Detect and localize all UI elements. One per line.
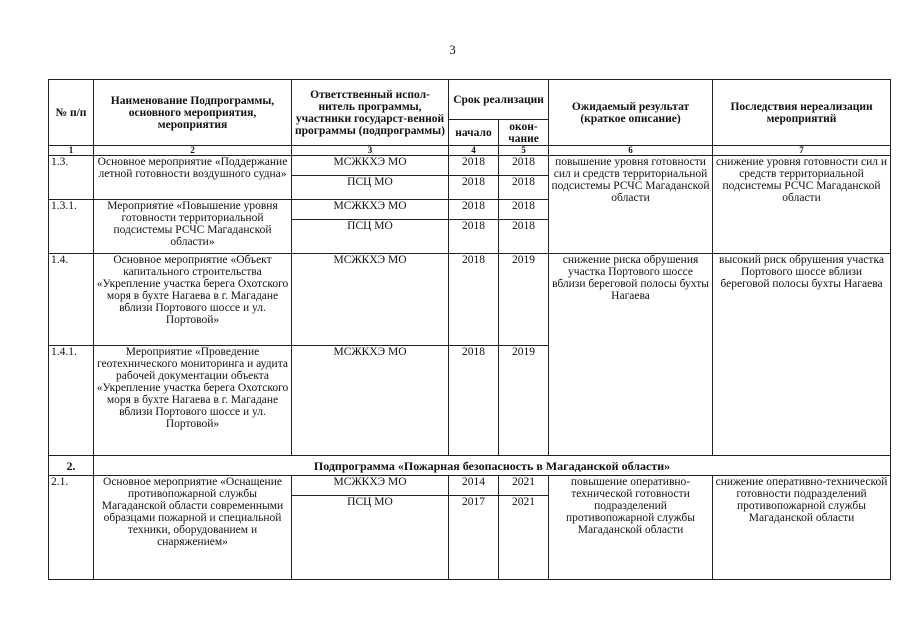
header-row — [49, 80, 891, 120]
row-start: 2018 — [449, 346, 499, 456]
expected-result: снижение риска обрушения участка Портового шоссе вблизи береговой полосы бухты Нагаева — [549, 254, 713, 456]
row-name: Основное мероприятие «Поддержание летной готовности воздушного судна» — [94, 156, 292, 200]
row-executor: ПСЦ МО — [292, 496, 449, 580]
row-end: 2018 — [499, 220, 549, 254]
col-number: 4 — [449, 146, 499, 156]
header-term: Срок реализации — [449, 80, 549, 120]
table-row — [49, 156, 891, 176]
row-start: 2018 — [449, 254, 499, 346]
row-executor: МСЖКХЭ МО — [292, 200, 449, 220]
non-implementation-consequence: высокий риск обрушения участка Портового шоссе вблизи береговой полосы бухты Нагаева — [713, 254, 891, 456]
row-number: 1.4.1. — [49, 346, 94, 456]
header-num: № п/п — [49, 80, 94, 146]
row-end: 2018 — [499, 200, 549, 220]
row-name: Мероприятие «Повышение уровня готовности территориальной подсистемы РСЧС Магаданской области» — [94, 200, 292, 254]
row-number: 1.3. — [49, 156, 94, 200]
row-end: 2019 — [499, 346, 549, 456]
row-end: 2019 — [499, 254, 549, 346]
row-start: 2018 — [449, 176, 499, 200]
row-executor: МСЖКХЭ МО — [292, 346, 449, 456]
col-number: 2 — [94, 146, 292, 156]
subprogram-title: Подпрограмма «Пожарная безопасность в Магаданской области» — [94, 456, 891, 476]
row-number: 1.3.1. — [49, 200, 94, 254]
column-numbers-row — [49, 146, 891, 156]
col-number: 3 — [292, 146, 449, 156]
row-executor: ПСЦ МО — [292, 176, 449, 200]
expected-result: повышение уровня готовности сил и средств территориальной подсистемы РСЧС Магаданской области — [549, 156, 713, 254]
row-start: 2018 — [449, 220, 499, 254]
col-number: 1 — [49, 146, 94, 156]
row-executor: МСЖКХЭ МО — [292, 476, 449, 496]
non-implementation-consequence: снижение уровня готовности сил и средств территориальной подсистемы РСЧС Магаданской области — [713, 156, 891, 254]
col-number: 6 — [549, 146, 713, 156]
header-start: начало — [449, 120, 499, 146]
row-end: 2021 — [499, 496, 549, 580]
expected-result: повышение оперативно-технической готовности подразделений противопожарной службы Магаданской области — [549, 476, 713, 580]
header-executor: Ответственный испол-нитель программы, участники государст-венной программы (подпрограммы) — [292, 80, 449, 146]
row-executor: МСЖКХЭ МО — [292, 254, 449, 346]
header-end: окон-чание — [499, 120, 549, 146]
row-end: 2021 — [499, 476, 549, 496]
col-number: 5 — [499, 146, 549, 156]
col-number: 7 — [713, 146, 891, 156]
page-number: 3 — [449, 42, 456, 57]
row-start: 2018 — [449, 156, 499, 176]
table-row — [49, 476, 891, 496]
program-table — [48, 79, 891, 580]
table-row — [49, 254, 891, 346]
row-start: 2018 — [449, 200, 499, 220]
header-result: Ожидаемый результат (краткое описание) — [549, 80, 713, 146]
row-number: 2.1. — [49, 476, 94, 580]
row-executor: МСЖКХЭ МО — [292, 156, 449, 176]
row-name: Основное мероприятие «Объект капитального строительства «Укрепление участка берега Охотского моря в бухте Нагаева в г. Магадане вблизи Портового шоссе и ул. Портовой» — [94, 254, 292, 346]
row-name: Мероприятие «Проведение геотехнического мониторинга и аудита рабочей документации объекта «Укрепление участка берега Охотского моря в бухте Нагаева в г. Магадане вблизи Портового шоссе и ул. Портовой» — [94, 346, 292, 456]
header-name: Наименование Подпрограммы, основного мероприятия, мероприятия — [94, 80, 292, 146]
row-name: Основное мероприятие «Оснащение противопожарной службы Магаданской области современными образцами пожарной и специальной техники, оборудованием и снаряжением» — [94, 476, 292, 580]
non-implementation-consequence: снижение оперативно-технической готовности подразделений противопожарной службы Магаданской области — [713, 476, 891, 580]
row-executor: ПСЦ МО — [292, 220, 449, 254]
row-end: 2018 — [499, 156, 549, 176]
row-number: 1.4. — [49, 254, 94, 346]
header-consequence: Последствия нереализации мероприятий — [713, 80, 891, 146]
row-start: 2014 — [449, 476, 499, 496]
row-start: 2017 — [449, 496, 499, 580]
subprogram-row — [49, 456, 891, 476]
row-end: 2018 — [499, 176, 549, 200]
subprogram-number: 2. — [49, 456, 94, 476]
